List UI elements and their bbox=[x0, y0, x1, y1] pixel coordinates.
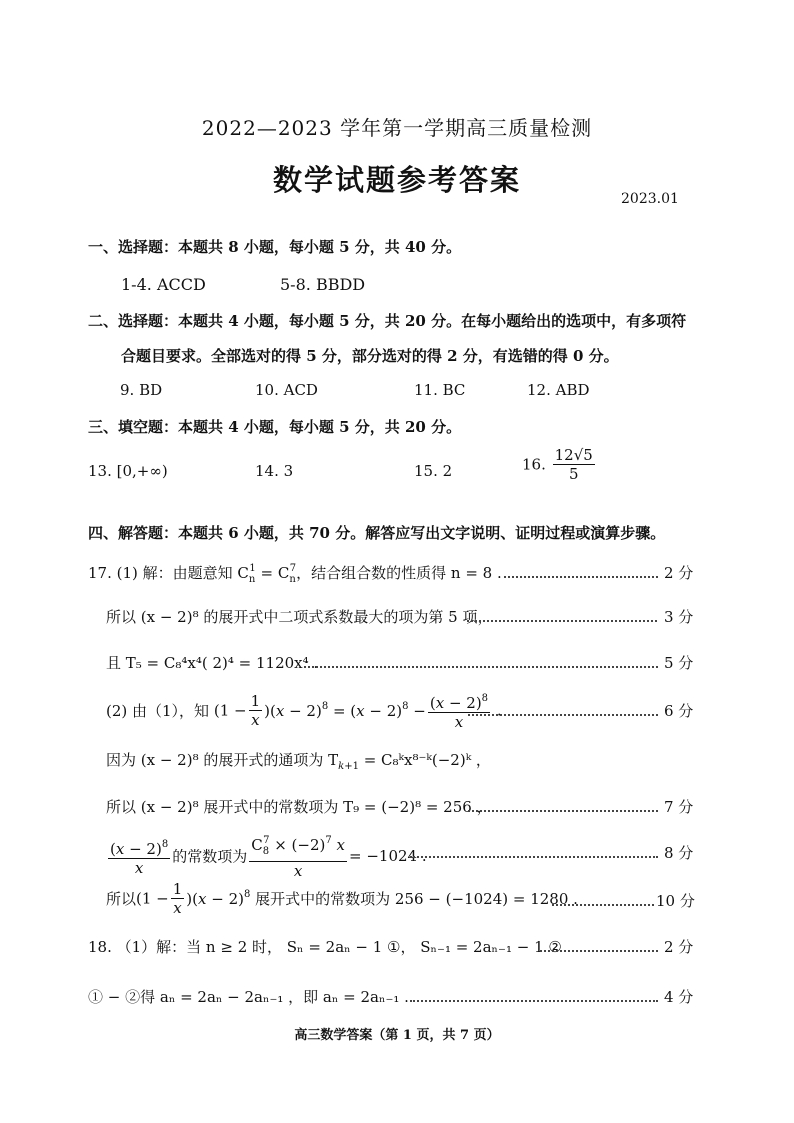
q18-line2: ① − ②得 aₙ = 2aₙ − 2aₙ₋₁ ，即 aₙ = 2aₙ₋₁ . bbox=[88, 988, 409, 1006]
q17-line5-text: 因为 (x − 2)⁸ 的展开式的通项为 T bbox=[106, 751, 339, 769]
q17-line5: 因为 (x − 2)⁸ 的展开式的通项为 $T_{k+1}$ = C₈ᵏx⁸⁻ᵏ(−2)ᵏ ， bbox=[106, 751, 491, 772]
q17-line7-mid: 的常数项为 bbox=[172, 847, 248, 866]
q17-line4-formula: (1 − bbox=[213, 701, 247, 720]
section2-heading: 二、选择题：本题共 4 小题，每小题 5 分，共 20 分。在每小题给出的选项中，有多项符 bbox=[88, 312, 687, 330]
fraction-x-minus-2-over-x: $\frac{(x - 2)^8}{x}$ bbox=[428, 690, 490, 731]
q17-line3-score: 5 分 bbox=[664, 654, 694, 672]
answer-14: 14. 3 bbox=[255, 462, 294, 480]
q18-line1: 18. （1）解：当 n ≥ 2 时， Sₙ = 2aₙ − 1 ①， Sₙ₋₁ = 2aₙ₋₁ − 1 ② bbox=[88, 938, 562, 956]
q17-line8-text: 展开式中的常数项为 256 − (−1024) = 1280 . bbox=[255, 890, 578, 908]
q17-line7-end: = −1024 . bbox=[349, 847, 427, 865]
q17-line4-score: 6 分 bbox=[664, 702, 694, 720]
answer-11: 11. BC bbox=[414, 381, 466, 399]
q17-line1-label: 17. (1) 解：由题意知 C bbox=[88, 564, 249, 582]
fraction-constant-term: $\frac{C_8^7 \times (-2)^7 x}{x}$ bbox=[249, 832, 347, 880]
page-title: 数学试题参考答案 bbox=[272, 163, 521, 197]
q17-line1: 17. (1) 解：由题意知 $C_n^1 = C_n^7$，结合组合数的性质得 n = 8 . bbox=[88, 563, 502, 585]
answer-5-8: 5-8. BBDD bbox=[280, 275, 366, 294]
leader-dots bbox=[468, 714, 658, 716]
leader-dots bbox=[304, 666, 658, 668]
leader-dots bbox=[467, 620, 657, 622]
answer-1-4: 1-4. ACCD bbox=[121, 275, 206, 294]
q17-line3: 且 T₅ = C₈⁴x⁴( 2)⁴ = 1120x⁴ . bbox=[106, 654, 319, 672]
leader-dots bbox=[540, 950, 658, 952]
answer-12: 12. ABD bbox=[527, 381, 590, 399]
date: 2023.01 bbox=[621, 191, 679, 207]
q17-line1-rest: ，结合组合数的性质得 n = 8 . bbox=[296, 564, 502, 582]
answer-9: 9. BD bbox=[120, 381, 163, 399]
exam-title: 2022—2023 学年第一学期高三质量检测 bbox=[201, 116, 593, 140]
answer-16-label: 16. bbox=[522, 455, 546, 474]
answer-16-numerator: 12√5 bbox=[554, 446, 593, 464]
q18-line2-score: 4 分 bbox=[664, 988, 694, 1006]
leader-dots bbox=[468, 810, 658, 812]
q17-line8: 所以(1 − $\frac{1}{x}$ )$(x - 2)^8$ 展开式中的常数项为 256 − (−1024) = 1280 . bbox=[106, 880, 578, 917]
fraction-1-over-x: $\frac{1}{x}$ bbox=[250, 692, 261, 729]
q17-line4: (2) 由（1），知 (1 − $\frac{1}{x}$ )$(x - 2)^8 = (x - 2)^8$ − $\frac{(x - 2)^8}{x}$ . bbox=[106, 692, 502, 731]
section3-heading: 三、填空题：本题共 4 小题，每小题 5 分，共 20 分。 bbox=[88, 418, 462, 436]
section2-heading-cont: 合题目要求。全部选对的得 5 分，部分选对的得 2 分，有选错的得 0 分。 bbox=[121, 347, 619, 365]
leader-dots bbox=[552, 904, 654, 906]
q17-line7 bbox=[106, 832, 427, 880]
fraction-x-minus-2-over-x: $\frac{(x - 2)^8}{x}$ bbox=[108, 836, 170, 877]
q17-line6: 所以 (x − 2)⁸ 展开式中的常数项为 T₉ = (−2)⁸ = 256 ， bbox=[106, 798, 492, 816]
leader-dots bbox=[410, 1000, 658, 1002]
answer-16 bbox=[522, 446, 597, 483]
q17-line1-score: 2 分 bbox=[664, 564, 694, 582]
q17-line6-score: 7 分 bbox=[664, 798, 694, 816]
q17-line7-score: 8 分 bbox=[664, 844, 694, 862]
leader-dots bbox=[504, 576, 658, 578]
answer-16-denominator: 5 bbox=[568, 465, 579, 483]
answer-13: 13. [0,+∞) bbox=[88, 462, 168, 480]
answer-10: 10. ACD bbox=[255, 381, 318, 399]
leader-dots bbox=[410, 856, 658, 858]
q17-line8-prefix: 所以 bbox=[106, 890, 137, 908]
page-footer: 高三数学答案（第 1 页，共 7 页） bbox=[294, 1028, 500, 1043]
answer-15: 15. 2 bbox=[414, 462, 453, 480]
section4-heading: 四、解答题：本题共 6 小题，共 70 分。解答应写出文字说明、证明过程或演算步骤。 bbox=[88, 524, 666, 542]
q18-line1-score: 2 分 bbox=[664, 938, 694, 956]
q17-line8-score: 10 分 bbox=[656, 892, 695, 910]
q17-line2: 所以 (x − 2)⁸ 的展开式中二项式系数最大的项为第 5 项， bbox=[106, 608, 493, 626]
q17-line2-score: 3 分 bbox=[664, 608, 694, 626]
fraction-1-over-x: $\frac{1}{x}$ bbox=[172, 880, 183, 917]
q17-line4-prefix: (2) 由（1），知 bbox=[106, 702, 210, 720]
q17-line5-rest: = C₈ᵏx⁸⁻ᵏ(−2)ᵏ ， bbox=[358, 751, 491, 769]
section1-heading: 一、选择题：本题共 8 小题，每小题 5 分，共 40 分。 bbox=[88, 238, 462, 256]
answer-16-fraction bbox=[553, 446, 595, 483]
